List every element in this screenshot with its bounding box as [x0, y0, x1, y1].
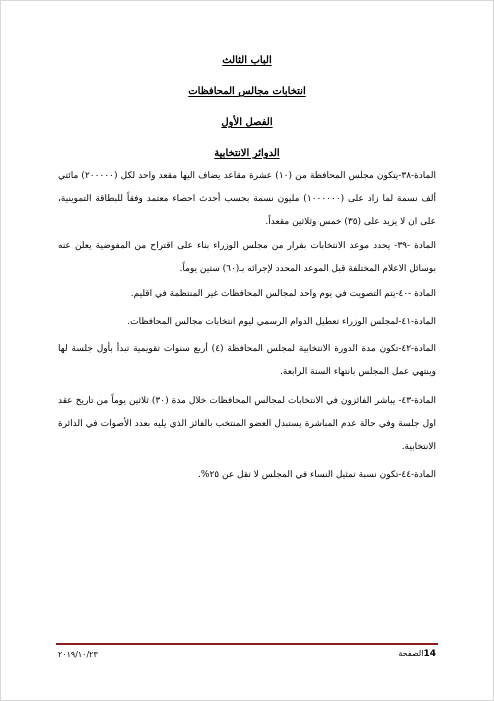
footer-rule	[56, 643, 438, 645]
part-heading: الباب الثالث	[222, 55, 272, 66]
article-42: المادة-٤٢-تكون مدة الدورة الانتخابية لمجلس المحافظة (٤) أربع سنوات تقويمية تبدأ بأول جلسة لها وينتهي عمل المجلس بانتهاء السنة الرابعة.	[58, 344, 436, 377]
article-43: المادة-٤٣- يباشر الفائزون في الانتخابات لمجالس المحافظات خلال مدة (٣٠) ثلاثين يوماً من تاريخ عقد اول جلسة وفي حالة عدم المباشرة يستبدل العضو المنتخب بالفائز الذي يليه بعدد الأصوات في الدائرة الانتخابية.	[58, 396, 436, 452]
article-40: المادة -٤٠-يتم التصويت في يوم واحد لمجالس المحافظات غير المنتظمة في اقليم.	[130, 289, 436, 299]
footer-date: ٢٠١٩/١٠/٢٣	[58, 650, 98, 659]
page-number: 14	[423, 649, 436, 659]
section-heading: الدوائر الانتخابية	[214, 148, 280, 159]
article-38: المادة-٣٨-يتكون مجلس المحافظة من (١٠) عشرة مقاعد يضاف اليها مقعد واحد لكل (٢٠٠٠٠٠) مائتي ألف نسمة لما زاد على (١٠٠٠٠٠٠) مليون نسمة بحسب أحدث احصاء معتمد وفقاً للبطاقة التموينية، على ان لا يزيد على (٣٥) خمس وثلاثين مقعداً.	[58, 171, 436, 227]
footer-page-indicator	[398, 649, 436, 659]
page-label: الصفحة	[398, 649, 424, 658]
chapter-heading: الفصل الأول	[221, 117, 273, 128]
article-44: المادة-٤٤-تكون نسبة تمثيل النساء في المجلس لا تقل عن ٢٥%.	[198, 470, 436, 480]
article-39: المادة -٣٩- يحدد موعد الانتخابات بقرار من مجلس الوزراء بناء على اقتراح من المفوضية يعلن عنه بوسائل الاعلام المختلفة قبل الموعد المحدد لإجرائه بـ(٦٠) ستين يوماً.	[58, 241, 436, 274]
document-headings	[60, 54, 434, 161]
article-41: المادة-٤١-لمجلس الوزراء تعطيل الدوام الرسمي ليوم انتخابات مجالس المحافظات.	[127, 317, 436, 327]
title-heading: انتخابات مجالس المحافظات	[188, 86, 306, 97]
